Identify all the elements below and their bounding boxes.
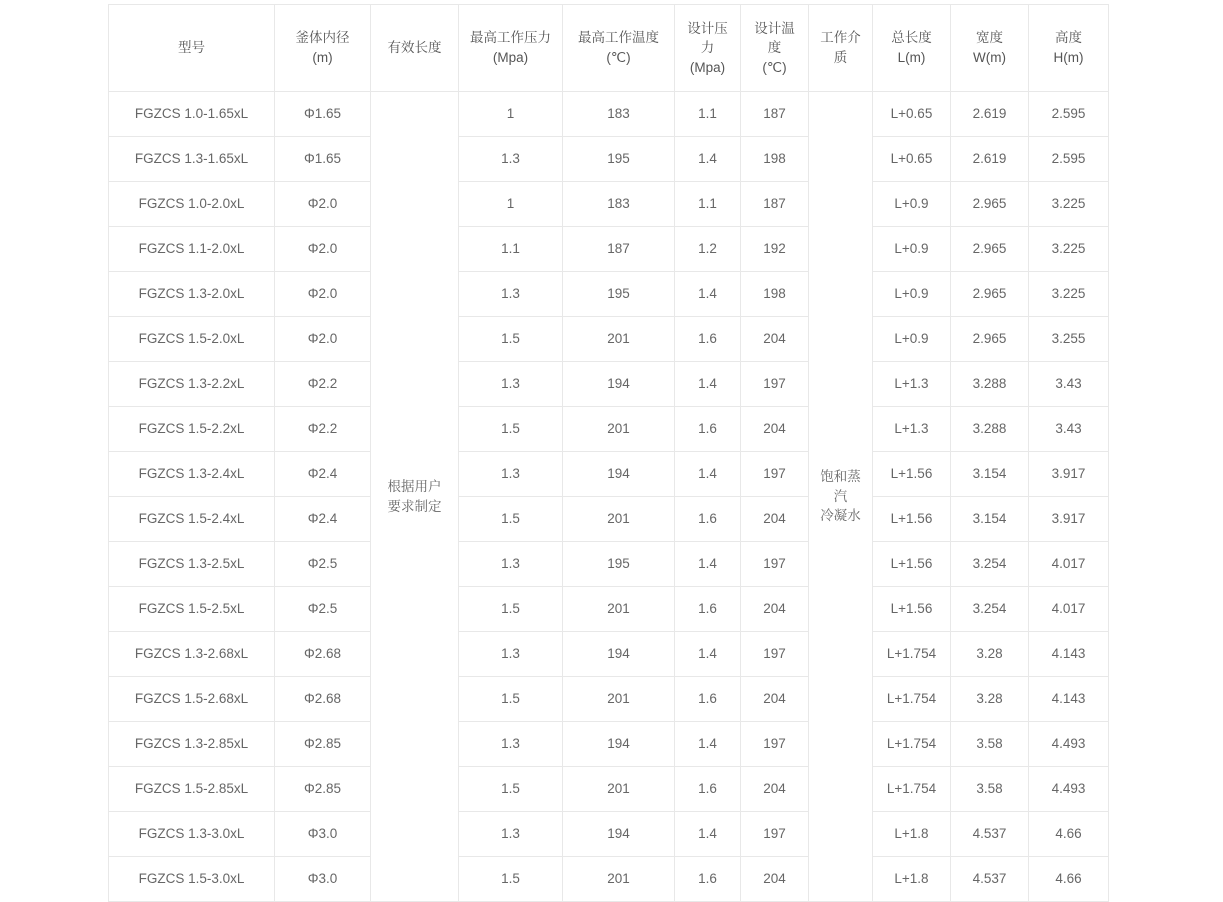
cell-total-length: L+1.3 <box>873 362 951 407</box>
cell-max-temperature: 195 <box>563 542 675 587</box>
cell-bore: Φ1.65 <box>275 92 371 137</box>
table-row <box>109 812 1109 857</box>
cell-model: FGZCS 1.5-2.0xL <box>109 317 275 362</box>
table-row <box>109 497 1109 542</box>
cell-design-pressure: 1.4 <box>675 272 741 317</box>
cell-total-length: L+0.9 <box>873 182 951 227</box>
cell-design-pressure: 1.6 <box>675 767 741 812</box>
cell-model: FGZCS 1.3-2.0xL <box>109 272 275 317</box>
cell-design-pressure: 1.6 <box>675 587 741 632</box>
cell-total-length: L+0.9 <box>873 227 951 272</box>
cell-total-length: L+1.754 <box>873 767 951 812</box>
cell-max-temperature: 201 <box>563 497 675 542</box>
spec-table-container <box>108 4 1108 902</box>
cell-height: 3.255 <box>1029 317 1109 362</box>
table-row <box>109 362 1109 407</box>
cell-total-length: L+1.8 <box>873 812 951 857</box>
cell-design-temperature: 204 <box>741 767 809 812</box>
cell-max-pressure: 1.5 <box>459 767 563 812</box>
cell-bore: Φ2.85 <box>275 767 371 812</box>
cell-max-temperature: 195 <box>563 137 675 182</box>
cell-max-pressure: 1.3 <box>459 362 563 407</box>
cell-max-temperature: 183 <box>563 182 675 227</box>
cell-total-length: L+1.754 <box>873 632 951 677</box>
cell-width: 3.28 <box>951 632 1029 677</box>
column-header-max-temperature: 最高工作温度 (℃) <box>563 5 675 92</box>
cell-max-pressure: 1 <box>459 182 563 227</box>
cell-bore: Φ2.0 <box>275 182 371 227</box>
cell-design-temperature: 197 <box>741 542 809 587</box>
cell-total-length: L+1.3 <box>873 407 951 452</box>
cell-width: 3.58 <box>951 722 1029 767</box>
cell-model: FGZCS 1.3-2.85xL <box>109 722 275 767</box>
cell-width: 3.254 <box>951 542 1029 587</box>
cell-max-temperature: 201 <box>563 407 675 452</box>
cell-max-temperature: 194 <box>563 632 675 677</box>
cell-max-pressure: 1.3 <box>459 542 563 587</box>
column-header-total-length: 总长度 L(m) <box>873 5 951 92</box>
cell-design-pressure: 1.4 <box>675 812 741 857</box>
cell-medium <box>809 92 873 902</box>
table-header <box>109 5 1109 92</box>
cell-height: 4.143 <box>1029 677 1109 722</box>
table-row <box>109 407 1109 452</box>
cell-max-pressure: 1.1 <box>459 227 563 272</box>
cell-width: 4.537 <box>951 857 1029 902</box>
cell-model: FGZCS 1.5-2.5xL <box>109 587 275 632</box>
cell-bore: Φ3.0 <box>275 857 371 902</box>
cell-model: FGZCS 1.3-2.68xL <box>109 632 275 677</box>
cell-design-pressure: 1.6 <box>675 857 741 902</box>
cell-bore: Φ2.85 <box>275 722 371 767</box>
cell-total-length: L+0.9 <box>873 272 951 317</box>
column-header-max-pressure: 最高工作压力 (Mpa) <box>459 5 563 92</box>
cell-bore: Φ2.0 <box>275 272 371 317</box>
cell-model: FGZCS 1.5-3.0xL <box>109 857 275 902</box>
cell-design-temperature: 197 <box>741 812 809 857</box>
cell-model: FGZCS 1.3-1.65xL <box>109 137 275 182</box>
cell-total-length: L+1.754 <box>873 677 951 722</box>
column-header-model: 型号 <box>109 5 275 92</box>
cell-model: FGZCS 1.5-2.68xL <box>109 677 275 722</box>
cell-height: 4.143 <box>1029 632 1109 677</box>
cell-design-temperature: 192 <box>741 227 809 272</box>
column-header-width: 宽度 W(m) <box>951 5 1029 92</box>
cell-max-temperature: 201 <box>563 767 675 812</box>
cell-design-pressure: 1.4 <box>675 452 741 497</box>
table-row <box>109 227 1109 272</box>
cell-bore: Φ3.0 <box>275 812 371 857</box>
cell-max-temperature: 187 <box>563 227 675 272</box>
cell-design-pressure: 1.1 <box>675 182 741 227</box>
cell-design-temperature: 197 <box>741 452 809 497</box>
cell-max-pressure: 1.5 <box>459 407 563 452</box>
cell-width: 2.619 <box>951 92 1029 137</box>
cell-width: 4.537 <box>951 812 1029 857</box>
cell-height: 2.595 <box>1029 137 1109 182</box>
cell-model: FGZCS 1.5-2.85xL <box>109 767 275 812</box>
cell-height: 4.017 <box>1029 542 1109 587</box>
cell-height: 4.66 <box>1029 857 1109 902</box>
cell-max-pressure: 1.3 <box>459 137 563 182</box>
cell-total-length: L+0.65 <box>873 92 951 137</box>
cell-height: 3.225 <box>1029 272 1109 317</box>
cell-height: 4.017 <box>1029 587 1109 632</box>
cell-max-temperature: 194 <box>563 812 675 857</box>
cell-bore: Φ2.4 <box>275 452 371 497</box>
cell-max-temperature: 201 <box>563 857 675 902</box>
cell-max-temperature: 194 <box>563 722 675 767</box>
cell-height: 3.225 <box>1029 227 1109 272</box>
table-row <box>109 182 1109 227</box>
cell-max-pressure: 1.5 <box>459 677 563 722</box>
cell-total-length: L+0.9 <box>873 317 951 362</box>
cell-model: FGZCS 1.5-2.2xL <box>109 407 275 452</box>
cell-width: 3.58 <box>951 767 1029 812</box>
column-header-medium: 工作介 质 <box>809 5 873 92</box>
cell-width: 2.619 <box>951 137 1029 182</box>
cell-width: 3.154 <box>951 497 1029 542</box>
cell-design-temperature: 197 <box>741 632 809 677</box>
cell-max-pressure: 1.3 <box>459 812 563 857</box>
cell-max-temperature: 195 <box>563 272 675 317</box>
table-row <box>109 677 1109 722</box>
cell-bore: Φ1.65 <box>275 137 371 182</box>
table-row <box>109 542 1109 587</box>
table-body <box>109 92 1109 902</box>
cell-total-length: L+1.56 <box>873 497 951 542</box>
cell-width: 2.965 <box>951 317 1029 362</box>
cell-height: 3.43 <box>1029 407 1109 452</box>
cell-max-pressure: 1.5 <box>459 587 563 632</box>
medium-line: 汽 <box>833 488 848 504</box>
cell-design-temperature: 204 <box>741 497 809 542</box>
table-row <box>109 857 1109 902</box>
cell-bore: Φ2.68 <box>275 632 371 677</box>
cell-max-pressure: 1.3 <box>459 272 563 317</box>
cell-max-pressure: 1.3 <box>459 722 563 767</box>
cell-design-temperature: 197 <box>741 722 809 767</box>
cell-max-temperature: 194 <box>563 362 675 407</box>
cell-bore: Φ2.5 <box>275 542 371 587</box>
cell-width: 3.254 <box>951 587 1029 632</box>
cell-design-temperature: 197 <box>741 362 809 407</box>
cell-max-pressure: 1.3 <box>459 632 563 677</box>
cell-design-pressure: 1.6 <box>675 407 741 452</box>
cell-total-length: L+0.65 <box>873 137 951 182</box>
cell-total-length: L+1.8 <box>873 857 951 902</box>
cell-bore: Φ2.0 <box>275 227 371 272</box>
medium-line: 饱和蒸 <box>820 469 861 485</box>
column-header-bore: 釜体内径 (m) <box>275 5 371 92</box>
cell-design-pressure: 1.2 <box>675 227 741 272</box>
table-row <box>109 272 1109 317</box>
medium-line: 冷凝水 <box>820 508 861 524</box>
cell-max-temperature: 201 <box>563 677 675 722</box>
cell-height: 2.595 <box>1029 92 1109 137</box>
cell-total-length: L+1.754 <box>873 722 951 767</box>
cell-width: 2.965 <box>951 182 1029 227</box>
cell-design-temperature: 204 <box>741 587 809 632</box>
cell-height: 4.493 <box>1029 767 1109 812</box>
cell-model: FGZCS 1.0-2.0xL <box>109 182 275 227</box>
table-row <box>109 767 1109 812</box>
table-row <box>109 722 1109 767</box>
cell-bore: Φ2.2 <box>275 407 371 452</box>
cell-design-pressure: 1.6 <box>675 497 741 542</box>
table-header-row <box>109 5 1109 92</box>
cell-model: FGZCS 1.1-2.0xL <box>109 227 275 272</box>
table-row <box>109 137 1109 182</box>
cell-max-temperature: 201 <box>563 587 675 632</box>
cell-bore: Φ2.2 <box>275 362 371 407</box>
cell-design-temperature: 204 <box>741 857 809 902</box>
cell-max-temperature: 201 <box>563 317 675 362</box>
cell-design-temperature: 204 <box>741 317 809 362</box>
column-header-design-pressure: 设计压 力 (Mpa) <box>675 5 741 92</box>
effective-length-line: 要求制定 <box>387 498 442 514</box>
cell-height: 4.493 <box>1029 722 1109 767</box>
cell-design-pressure: 1.6 <box>675 677 741 722</box>
cell-width: 2.965 <box>951 272 1029 317</box>
cell-design-temperature: 198 <box>741 137 809 182</box>
table-row <box>109 317 1109 362</box>
column-header-design-temperature: 设计温 度 (℃) <box>741 5 809 92</box>
cell-design-pressure: 1.4 <box>675 722 741 767</box>
cell-effective-length <box>371 92 459 902</box>
cell-total-length: L+1.56 <box>873 587 951 632</box>
cell-max-pressure: 1 <box>459 92 563 137</box>
cell-height: 3.43 <box>1029 362 1109 407</box>
cell-width: 3.288 <box>951 407 1029 452</box>
cell-model: FGZCS 1.0-1.65xL <box>109 92 275 137</box>
cell-model: FGZCS 1.3-3.0xL <box>109 812 275 857</box>
cell-max-temperature: 194 <box>563 452 675 497</box>
cell-max-pressure: 1.3 <box>459 452 563 497</box>
cell-design-temperature: 187 <box>741 182 809 227</box>
cell-model: FGZCS 1.3-2.2xL <box>109 362 275 407</box>
table-row <box>109 632 1109 677</box>
effective-length-line: 根据用户 <box>387 478 442 494</box>
cell-width: 3.154 <box>951 452 1029 497</box>
cell-model: FGZCS 1.3-2.4xL <box>109 452 275 497</box>
cell-height: 3.917 <box>1029 497 1109 542</box>
cell-design-temperature: 204 <box>741 677 809 722</box>
table-row <box>109 587 1109 632</box>
cell-design-pressure: 1.4 <box>675 542 741 587</box>
cell-design-temperature: 198 <box>741 272 809 317</box>
cell-design-temperature: 204 <box>741 407 809 452</box>
cell-height: 4.66 <box>1029 812 1109 857</box>
cell-design-pressure: 1.6 <box>675 317 741 362</box>
specification-table <box>108 4 1109 902</box>
column-header-height: 高度 H(m) <box>1029 5 1109 92</box>
cell-design-pressure: 1.4 <box>675 632 741 677</box>
cell-design-pressure: 1.1 <box>675 92 741 137</box>
cell-bore: Φ2.0 <box>275 317 371 362</box>
cell-width: 3.288 <box>951 362 1029 407</box>
cell-width: 3.28 <box>951 677 1029 722</box>
cell-max-pressure: 1.5 <box>459 857 563 902</box>
cell-bore: Φ2.5 <box>275 587 371 632</box>
cell-height: 3.225 <box>1029 182 1109 227</box>
cell-bore: Φ2.68 <box>275 677 371 722</box>
cell-total-length: L+1.56 <box>873 542 951 587</box>
cell-model: FGZCS 1.5-2.4xL <box>109 497 275 542</box>
cell-design-pressure: 1.4 <box>675 362 741 407</box>
cell-design-pressure: 1.4 <box>675 137 741 182</box>
cell-design-temperature: 187 <box>741 92 809 137</box>
table-row <box>109 92 1109 137</box>
cell-width: 2.965 <box>951 227 1029 272</box>
cell-max-pressure: 1.5 <box>459 497 563 542</box>
cell-height: 3.917 <box>1029 452 1109 497</box>
cell-max-pressure: 1.5 <box>459 317 563 362</box>
cell-total-length: L+1.56 <box>873 452 951 497</box>
table-row <box>109 452 1109 497</box>
cell-model: FGZCS 1.3-2.5xL <box>109 542 275 587</box>
cell-bore: Φ2.4 <box>275 497 371 542</box>
column-header-effective-length: 有效长度 <box>371 5 459 92</box>
cell-max-temperature: 183 <box>563 92 675 137</box>
